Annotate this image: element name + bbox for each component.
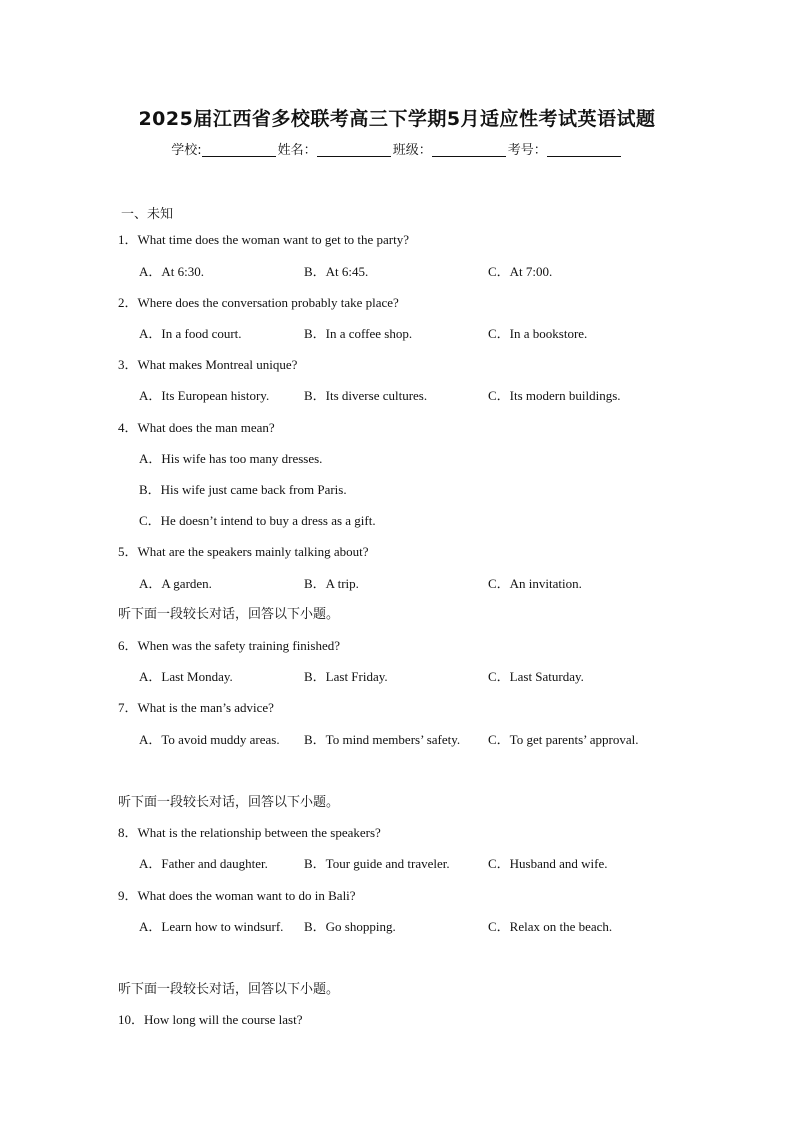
q3-option-c: C．Its modern buildings. [488, 388, 621, 403]
dialog-instruction-3: 听下面一段较长对话，回答以下小题。 [118, 982, 340, 997]
page-title: 2025届江西省多校联考高三下学期5月适应性考试英语试题 [138, 108, 656, 130]
question-8: 8．What is the relationship between the speakers? [118, 825, 381, 840]
question-6: 6．When was the safety training finished? [118, 638, 341, 653]
question-9: 9．What does the woman want to do in Bali? [118, 888, 356, 903]
dialog-instruction-1: 听下面一段较长对话，回答以下小题。 [118, 607, 340, 622]
class-label: 班级： [392, 143, 432, 158]
q7-option-c: C．To get parents’ approval. [488, 732, 639, 747]
q2-option-a: A．In a food court. [139, 326, 242, 341]
q1-option-b: B．At 6:45. [304, 264, 369, 279]
question-3: 3．What makes Montreal unique? [118, 357, 298, 372]
q8-option-b: B．Tour guide and traveler. [304, 856, 450, 871]
q5-option-c: C．An invitation. [488, 576, 582, 591]
name-label: 姓名： [277, 143, 317, 158]
student-info-line [0, 139, 794, 158]
q2-option-c: C．In a bookstore. [488, 326, 588, 341]
question-5: 5．What are the speakers mainly talking about? [118, 544, 369, 559]
q2-option-b: B．In a coffee shop. [304, 326, 413, 341]
q6-option-a: A．Last Monday. [139, 669, 233, 684]
q3-option-a: A．Its European history. [139, 388, 270, 403]
q4-option-a: A．His wife has too many dresses. [139, 451, 323, 466]
q5-option-b: B．A trip. [304, 576, 359, 591]
question-7: 7．What is the man’s advice? [118, 700, 274, 715]
id-blank[interactable] [547, 142, 621, 157]
name-blank[interactable] [317, 142, 391, 157]
question-4: 4．What does the man mean? [118, 420, 275, 435]
q5-option-a: A．A garden. [139, 576, 212, 591]
q9-option-a: A．Learn how to windsurf. [139, 919, 284, 934]
id-label: 考号： [507, 143, 547, 158]
class-blank[interactable] [432, 142, 506, 157]
q1-option-a: A．At 6:30. [139, 264, 205, 279]
q7-option-b: B．To mind members’ safety. [304, 732, 461, 747]
section-title: 一、未知 [121, 207, 174, 222]
q9-option-b: B．Go shopping. [304, 919, 396, 934]
q6-option-b: B．Last Friday. [304, 669, 388, 684]
q8-option-c: C．Husband and wife. [488, 856, 608, 871]
q8-option-a: A．Father and daughter. [139, 856, 268, 871]
dialog-instruction-2: 听下面一段较长对话，回答以下小题。 [118, 795, 340, 810]
q9-option-c: C．Relax on the beach. [488, 919, 613, 934]
q1-option-c: C．At 7:00. [488, 264, 553, 279]
q6-option-c: C．Last Saturday. [488, 669, 584, 684]
q4-option-c: C．He doesn’t intend to buy a dress as a gift. [139, 513, 376, 528]
q7-option-a: A．To avoid muddy areas. [139, 732, 280, 747]
school-blank[interactable] [202, 142, 276, 157]
q3-option-b: B．Its diverse cultures. [304, 388, 428, 403]
question-1: 1．What time does the woman want to get to the party? [118, 232, 409, 247]
q4-option-b: B．His wife just came back from Paris. [139, 482, 347, 497]
question-2: 2．Where does the conversation probably take place? [118, 295, 399, 310]
question-10: 10．How long will the course last? [118, 1012, 303, 1027]
school-label: 学校: [171, 143, 202, 158]
